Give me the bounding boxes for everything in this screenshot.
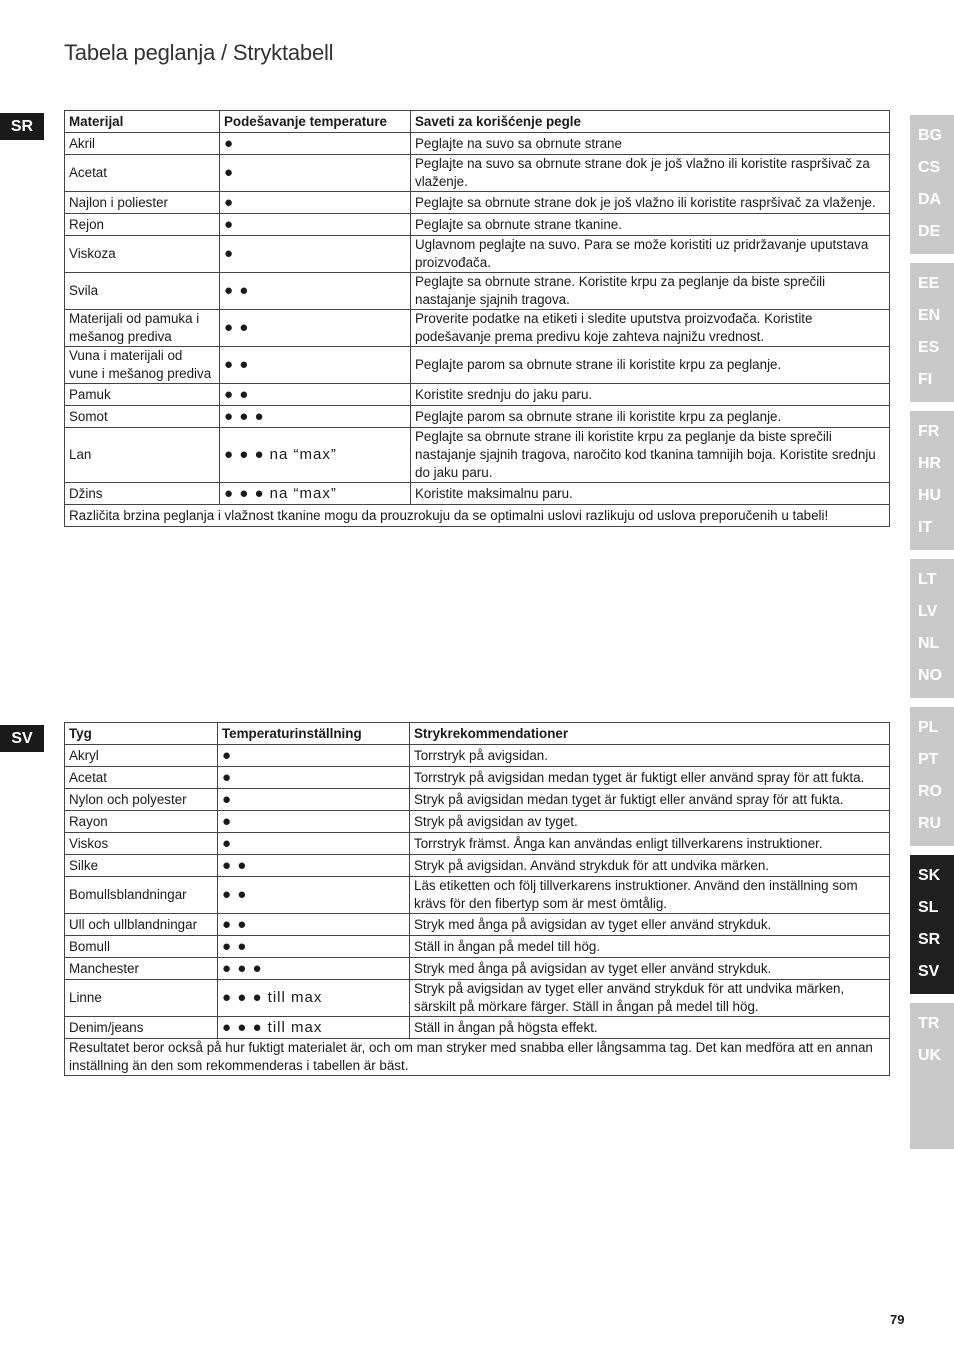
temperature-cell: ● bbox=[218, 745, 410, 767]
tip-cell: Peglajte parom sa obrnute strane ili koristite krpu za peglanje. bbox=[411, 347, 890, 384]
table-row bbox=[65, 980, 890, 1017]
material-cell: Lan bbox=[65, 428, 220, 483]
language-group bbox=[910, 263, 954, 402]
temperature-cell: ● bbox=[220, 214, 411, 236]
page-number: 79 bbox=[890, 1312, 905, 1327]
tip-cell: Torrstryk främst. Ånga kan användas enligt tillverkarens instruktioner. bbox=[410, 833, 890, 855]
temperature-cell: ● ● bbox=[218, 914, 410, 936]
tip-cell: Koristite srednju do jaku paru. bbox=[411, 384, 890, 406]
table-row bbox=[65, 789, 890, 811]
table-note: Resultatet beror också på hur fuktigt materialet är, och om man stryker med snabba eller långsamma tag. Det kan medföra att en annan inställning än den som rekommenderas i tabellen är bäst. bbox=[65, 1039, 890, 1076]
material-cell: Nylon och polyester bbox=[65, 789, 218, 811]
temperature-cell: ● bbox=[218, 767, 410, 789]
table-note-row bbox=[65, 505, 890, 527]
table-header-row bbox=[65, 111, 890, 133]
table-row bbox=[65, 483, 890, 505]
material-cell: Linne bbox=[65, 980, 218, 1017]
temperature-cell: ● ● bbox=[218, 855, 410, 877]
table-row bbox=[65, 406, 890, 428]
language-code-sk: SK bbox=[918, 867, 941, 884]
language-badge-sv: SV bbox=[0, 725, 44, 752]
material-cell: Viskos bbox=[65, 833, 218, 855]
material-cell: Silke bbox=[65, 855, 218, 877]
material-cell: Pamuk bbox=[65, 384, 220, 406]
language-code-nl: NL bbox=[918, 635, 940, 652]
language-code-fr: FR bbox=[918, 423, 940, 440]
language-code-it: IT bbox=[918, 519, 933, 536]
table-row bbox=[65, 384, 890, 406]
column-header-temperature: Podešavanje temperature bbox=[220, 111, 411, 133]
material-cell: Ull och ullblandningar bbox=[65, 914, 218, 936]
material-cell: Rejon bbox=[65, 214, 220, 236]
tip-cell: Peglajte sa obrnute strane. Koristite krpu za peglanje da biste sprečili nastajanje sjajnih tragova. bbox=[411, 273, 890, 310]
column-header-material: Materijal bbox=[65, 111, 220, 133]
material-cell: Akril bbox=[65, 133, 220, 155]
temperature-cell: ● bbox=[218, 833, 410, 855]
material-cell: Acetat bbox=[65, 155, 220, 192]
ironing-table-sr bbox=[64, 110, 890, 527]
table-row bbox=[65, 133, 890, 155]
language-group bbox=[910, 1003, 954, 1149]
table-body-sr bbox=[65, 133, 890, 527]
tip-cell: Koristite maksimalnu paru. bbox=[411, 483, 890, 505]
temperature-cell: ● ● ● bbox=[218, 958, 410, 980]
table-row bbox=[65, 914, 890, 936]
table-row bbox=[65, 811, 890, 833]
tip-cell: Peglajte na suvo sa obrnute strane bbox=[411, 133, 890, 155]
ironing-table-sv bbox=[64, 722, 890, 1076]
temperature-cell: ● bbox=[220, 192, 411, 214]
material-cell: Somot bbox=[65, 406, 220, 428]
material-cell: Vuna i materijali od vune i mešanog prediva bbox=[65, 347, 220, 384]
tip-cell: Ställ in ångan på medel till hög. bbox=[410, 936, 890, 958]
tip-cell: Stryk med ånga på avigsidan av tyget eller använd strykduk. bbox=[410, 958, 890, 980]
column-header-recommendations: Strykrekommendationer bbox=[410, 723, 890, 745]
language-group bbox=[910, 707, 954, 846]
table-row bbox=[65, 745, 890, 767]
temperature-cell: ● bbox=[220, 236, 411, 273]
column-header-tips: Saveti za korišćenje pegle bbox=[411, 111, 890, 133]
language-code-ru: RU bbox=[918, 815, 942, 832]
table-note: Različita brzina peglanja i vlažnost tkanine mogu da prouzrokuju da se optimalni uslovi razlikuju od uslova preporučenih u tabeli! bbox=[65, 505, 890, 527]
language-badge-sr: SR bbox=[0, 113, 44, 140]
material-cell: Najlon i poliester bbox=[65, 192, 220, 214]
temperature-cell: ● ● bbox=[220, 310, 411, 347]
table-row bbox=[65, 192, 890, 214]
tip-cell: Proverite podatke na etiketi i sledite uputstva proizvođača. Koristite podešavanje prema predivu koje zahteva najnižu vrednost. bbox=[411, 310, 890, 347]
temperature-cell: ● ● bbox=[220, 273, 411, 310]
temperature-cell: ● bbox=[220, 133, 411, 155]
language-group bbox=[910, 411, 954, 550]
column-header-fabric: Tyg bbox=[65, 723, 218, 745]
language-group bbox=[910, 855, 954, 994]
tip-cell: Torrstryk på avigsidan medan tyget är fuktigt eller använd spray för att fukta. bbox=[410, 767, 890, 789]
language-code-pt: PT bbox=[918, 751, 939, 768]
material-cell: Acetat bbox=[65, 767, 218, 789]
language-sidebar bbox=[910, 115, 954, 1158]
tip-cell: Läs etiketten och följ tillverkarens instruktioner. Använd den inställning som krävs för den fibertyp som är mest ömtålig. bbox=[410, 877, 890, 914]
table-row bbox=[65, 310, 890, 347]
tip-cell: Uglavnom peglajte na suvo. Para se može koristiti uz pridržavanje uputstava proizvođača. bbox=[411, 236, 890, 273]
material-cell: Bomull bbox=[65, 936, 218, 958]
temperature-cell: ● ● bbox=[218, 877, 410, 914]
table-row bbox=[65, 936, 890, 958]
material-cell: Materijali od pamuka i mešanog prediva bbox=[65, 310, 220, 347]
language-code-lt: LT bbox=[918, 571, 937, 588]
tip-cell: Peglajte sa obrnute strane dok je još vlažno ili koristite raspršivač za vlaženje. bbox=[411, 192, 890, 214]
table-row bbox=[65, 833, 890, 855]
tip-cell: Stryk på avigsidan av tyget eller använd strykduk för att undvika märken, särskilt på mörkare färger. Ställ in ångan på medel till hög. bbox=[410, 980, 890, 1017]
column-header-temperature: Temperaturinställning bbox=[218, 723, 410, 745]
language-code-ro: RO bbox=[918, 783, 942, 800]
tip-cell: Peglajte na suvo sa obrnute strane dok je još vlažno ili koristite raspršivač za vlaženje. bbox=[411, 155, 890, 192]
table-row bbox=[65, 767, 890, 789]
temperature-cell: ● ● ● na “max” bbox=[220, 428, 411, 483]
table-body-sv bbox=[65, 745, 890, 1076]
table-row bbox=[65, 958, 890, 980]
language-code-bg: BG bbox=[918, 127, 942, 144]
material-cell: Viskoza bbox=[65, 236, 220, 273]
language-code-pl: PL bbox=[918, 719, 939, 736]
language-code-cs: CS bbox=[918, 159, 941, 176]
language-code-lv: LV bbox=[918, 603, 938, 620]
tip-cell: Peglajte parom sa obrnute strane ili koristite krpu za peglanje. bbox=[411, 406, 890, 428]
table-row bbox=[65, 1017, 890, 1039]
tip-cell: Peglajte sa obrnute strane tkanine. bbox=[411, 214, 890, 236]
table-row bbox=[65, 347, 890, 384]
language-code-hu: HU bbox=[918, 487, 942, 504]
material-cell: Rayon bbox=[65, 811, 218, 833]
language-code-da: DA bbox=[918, 191, 942, 208]
temperature-cell: ● ● bbox=[220, 347, 411, 384]
table-row bbox=[65, 273, 890, 310]
language-code-no: NO bbox=[918, 667, 942, 684]
tip-cell: Stryk på avigsidan medan tyget är fuktigt eller använd spray för att fukta. bbox=[410, 789, 890, 811]
tip-cell: Stryk med ånga på avigsidan av tyget eller använd strykduk. bbox=[410, 914, 890, 936]
temperature-cell: ● bbox=[220, 155, 411, 192]
language-code-ee: EE bbox=[918, 275, 940, 292]
tip-cell: Ställ in ångan på högsta effekt. bbox=[410, 1017, 890, 1039]
language-code-sr: SR bbox=[918, 931, 941, 948]
table-row bbox=[65, 855, 890, 877]
temperature-cell: ● ● ● na “max” bbox=[220, 483, 411, 505]
temperature-cell: ● bbox=[218, 811, 410, 833]
language-code-sv: SV bbox=[918, 963, 940, 980]
temperature-cell: ● ● bbox=[218, 936, 410, 958]
language-code-sl: SL bbox=[918, 899, 939, 916]
table-row bbox=[65, 214, 890, 236]
table-row bbox=[65, 236, 890, 273]
table-note-row bbox=[65, 1039, 890, 1076]
table-row bbox=[65, 155, 890, 192]
tip-cell: Stryk på avigsidan. Använd strykduk för att undvika märken. bbox=[410, 855, 890, 877]
tip-cell: Torrstryk på avigsidan. bbox=[410, 745, 890, 767]
tip-cell: Stryk på avigsidan av tyget. bbox=[410, 811, 890, 833]
language-group bbox=[910, 115, 954, 254]
language-code-hr: HR bbox=[918, 455, 942, 472]
temperature-cell: ● bbox=[218, 789, 410, 811]
table-row bbox=[65, 428, 890, 483]
language-code-es: ES bbox=[918, 339, 940, 356]
language-code-uk: UK bbox=[918, 1047, 942, 1064]
temperature-cell: ● ● bbox=[220, 384, 411, 406]
language-code-de: DE bbox=[918, 223, 941, 240]
page-title: Tabela peglanja / Stryktabell bbox=[64, 40, 334, 65]
language-code-en: EN bbox=[918, 307, 941, 324]
language-group bbox=[910, 559, 954, 698]
material-cell: Svila bbox=[65, 273, 220, 310]
material-cell: Bomullsblandningar bbox=[65, 877, 218, 914]
material-cell: Denim/jeans bbox=[65, 1017, 218, 1039]
material-cell: Akryl bbox=[65, 745, 218, 767]
language-code-fi: FI bbox=[918, 371, 933, 388]
temperature-cell: ● ● ● till max bbox=[218, 1017, 410, 1039]
temperature-cell: ● ● ● bbox=[220, 406, 411, 428]
language-code-tr: TR bbox=[918, 1015, 940, 1032]
tip-cell: Peglajte sa obrnute strane ili koristite krpu za peglanje da biste sprečili nastajanje sjajnih tragova, naročito kod tkanina tamnijih boja. Koristite srednju do jaku paru. bbox=[411, 428, 890, 483]
table-row bbox=[65, 877, 890, 914]
table-header-row bbox=[65, 723, 890, 745]
temperature-cell: ● ● ● till max bbox=[218, 980, 410, 1017]
material-cell: Manchester bbox=[65, 958, 218, 980]
material-cell: Džins bbox=[65, 483, 220, 505]
